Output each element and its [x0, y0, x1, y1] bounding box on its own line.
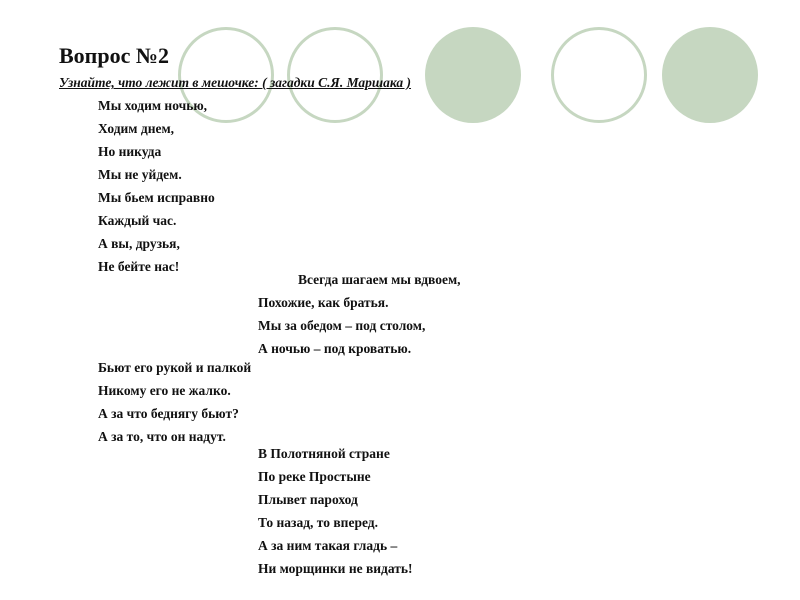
riddle-line: Не бейте нас!	[98, 259, 180, 274]
decorative-circle-filled	[425, 27, 521, 123]
riddle-line: Бьют его рукой и палкой	[98, 360, 252, 375]
riddle-line: Каждый час.	[98, 213, 177, 228]
riddle-line: А ночью – под кроватью.	[258, 341, 412, 356]
riddle-line: А за что беднягу бьют?	[98, 406, 239, 421]
riddle-line: Мы не уйдем.	[98, 167, 182, 182]
decorative-circle-outline	[551, 27, 647, 123]
riddle-line: Плывет пароход	[258, 492, 358, 507]
riddle-line: А за ним такая гладь –	[258, 538, 398, 553]
riddle-line: Ни морщинки не видать!	[258, 561, 413, 576]
slide-subtitle: Узнайте, что лежит в мешочке: ( загадки С.Я. Маршака )	[59, 75, 412, 90]
riddle-line: Но никуда	[98, 144, 162, 159]
riddle-line: Похожие, как братья.	[258, 295, 389, 310]
riddle-line: В Полотняной стране	[258, 446, 390, 461]
riddle-line: Всегда шагаем мы вдвоем,	[298, 272, 461, 287]
riddle-iron	[258, 442, 413, 580]
decorative-circle-filled	[662, 27, 758, 123]
riddle-ball	[98, 356, 251, 448]
riddle-line: А за то, что он надут.	[98, 429, 226, 444]
riddle-line: Никому его не жалко.	[98, 383, 231, 398]
riddle-line: Мы за обедом – под столом,	[258, 318, 426, 333]
riddle-line: Мы бьем исправно	[98, 190, 215, 205]
riddle-line: Мы ходим ночью,	[98, 98, 208, 113]
riddle-line: То назад, то вперед.	[258, 515, 378, 530]
riddle-shoes	[258, 268, 461, 360]
slide-title: Вопрос №2	[59, 43, 169, 68]
riddle-line: Ходим днем,	[98, 121, 175, 136]
riddle-clock	[98, 94, 215, 278]
riddle-line: По реке Простыне	[258, 469, 371, 484]
riddle-line: А вы, друзья,	[98, 236, 180, 251]
